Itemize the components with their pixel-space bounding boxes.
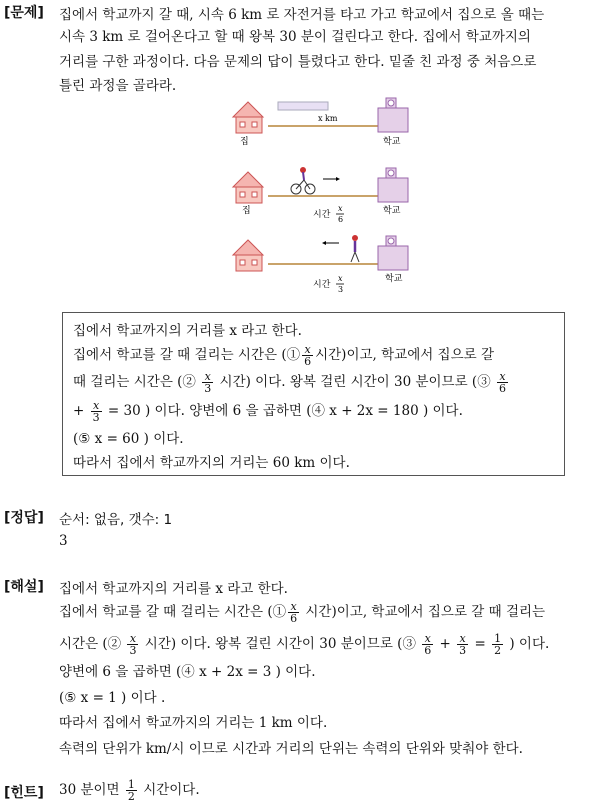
solution-line-5: (⑤ x = 1 ) 이다 . xyxy=(59,690,166,706)
problem-line-3: 거리를 구한 과정이다. 다음 문제의 답이 틀렸다고 한다. 밑줄 친 과정 중 처음으로 xyxy=(59,54,537,70)
problem-line-4: 틀린 과정을 골라라. xyxy=(59,78,177,94)
home-label-2: 집 xyxy=(242,206,251,216)
home-label-1: 집 xyxy=(240,137,249,147)
box-line-1: 집에서 학교까지의 거리를 x 라고 한다. xyxy=(73,323,302,339)
box-line-5: (⑤ x = 60 ) 이다. xyxy=(73,431,184,447)
school-label-2: 학교 xyxy=(383,206,401,216)
answer-tag: [정답] xyxy=(4,510,44,526)
school-image-3 xyxy=(378,236,408,270)
school-image-2 xyxy=(378,168,408,202)
solution-line-1: 집에서 학교까지의 거리를 x 라고 한다. xyxy=(59,581,288,597)
solution-line-2: 집에서 학교를 갈 때 걸리는 시간은 (① $\frac{x}{6}$ 시간)이고, 학교에서 집으로 갈 때 걸리는 xyxy=(59,600,546,625)
answer-line-1: 순서: 없음, 갯수: 1 xyxy=(59,512,173,528)
bicycle-image xyxy=(291,167,315,194)
walker-image xyxy=(351,235,359,262)
frac-num-back: x xyxy=(338,274,343,283)
house-image-3 xyxy=(233,240,263,271)
time-label-back: 시간 xyxy=(313,280,331,290)
problem-tag: [문제] xyxy=(4,5,44,21)
problem-line-1: 집에서 학교까지 갈 때, 시속 6 km 로 자전거를 타고 가고 학교에서 집으로 올 때는 xyxy=(59,7,545,23)
frac-den-back: 3 xyxy=(338,285,344,294)
solution-line-6: 따라서 집에서 학교까지의 거리는 1 km 이다. xyxy=(59,715,328,731)
house-image-1 xyxy=(233,102,263,133)
frac-num-go: x xyxy=(338,204,343,213)
house-image-2 xyxy=(233,172,263,203)
time-label-go: 시간 xyxy=(313,210,331,220)
travel-figure xyxy=(228,92,418,297)
frac-den-go: 6 xyxy=(338,215,344,224)
school-label-1: 학교 xyxy=(383,137,401,147)
distance-label: x km xyxy=(318,114,338,123)
box-line-3: 때 걸리는 시간은 (② $\frac{x}{3}$ 시간) 이다. 왕복 걸린 시간이 30 분이므로 (③ $\frac{x}{6}$ xyxy=(73,370,506,395)
solution-process-box xyxy=(62,312,565,476)
hint-line-1: 30 분이면 $\frac{1}{2}$ 시간이다. xyxy=(59,778,200,803)
box-line-4: + $\frac{x}{3}$ = 30 ) 이다. 양변에 6 을 곱하면 (④ x + 2x = 180 ) 이다. xyxy=(73,399,463,424)
answer-line-2: 3 xyxy=(59,533,68,549)
solution-line-4: 양변에 6 을 곱하면 (④ x + 2x = 3 ) 이다. xyxy=(59,664,316,680)
box-line-2: 집에서 학교를 갈 때 걸리는 시간은 (① $\frac{x}{6}$ 시간)이고, 학교에서 집으로 갈 xyxy=(73,343,495,368)
solution-tag: [해설] xyxy=(4,579,44,595)
solution-line-7: 속력의 단위가 km/시 이므로 시간과 거리의 단위는 속력의 단위와 맞춰야 한다. xyxy=(59,741,523,757)
hint-tag: [힌트] xyxy=(4,785,44,801)
box-line-6: 따라서 집에서 학교까지의 거리는 60 km 이다. xyxy=(73,455,350,471)
problem-line-2: 시속 3 km 로 걸어온다고 할 때 왕복 30 분이 걸린다고 한다. 집에서 학교까지의 xyxy=(59,29,531,45)
solution-line-3: 시간은 (② $\frac{x}{3}$ 시간) 이다. 왕복 걸린 시간이 30 분이므로 (③ $\frac{x}{6}$ + $\frac{x}{3}$ = $\frac{1}{2}$ ) 이다. xyxy=(59,632,550,657)
school-image-1 xyxy=(378,98,408,132)
school-label-3: 학교 xyxy=(385,274,403,284)
